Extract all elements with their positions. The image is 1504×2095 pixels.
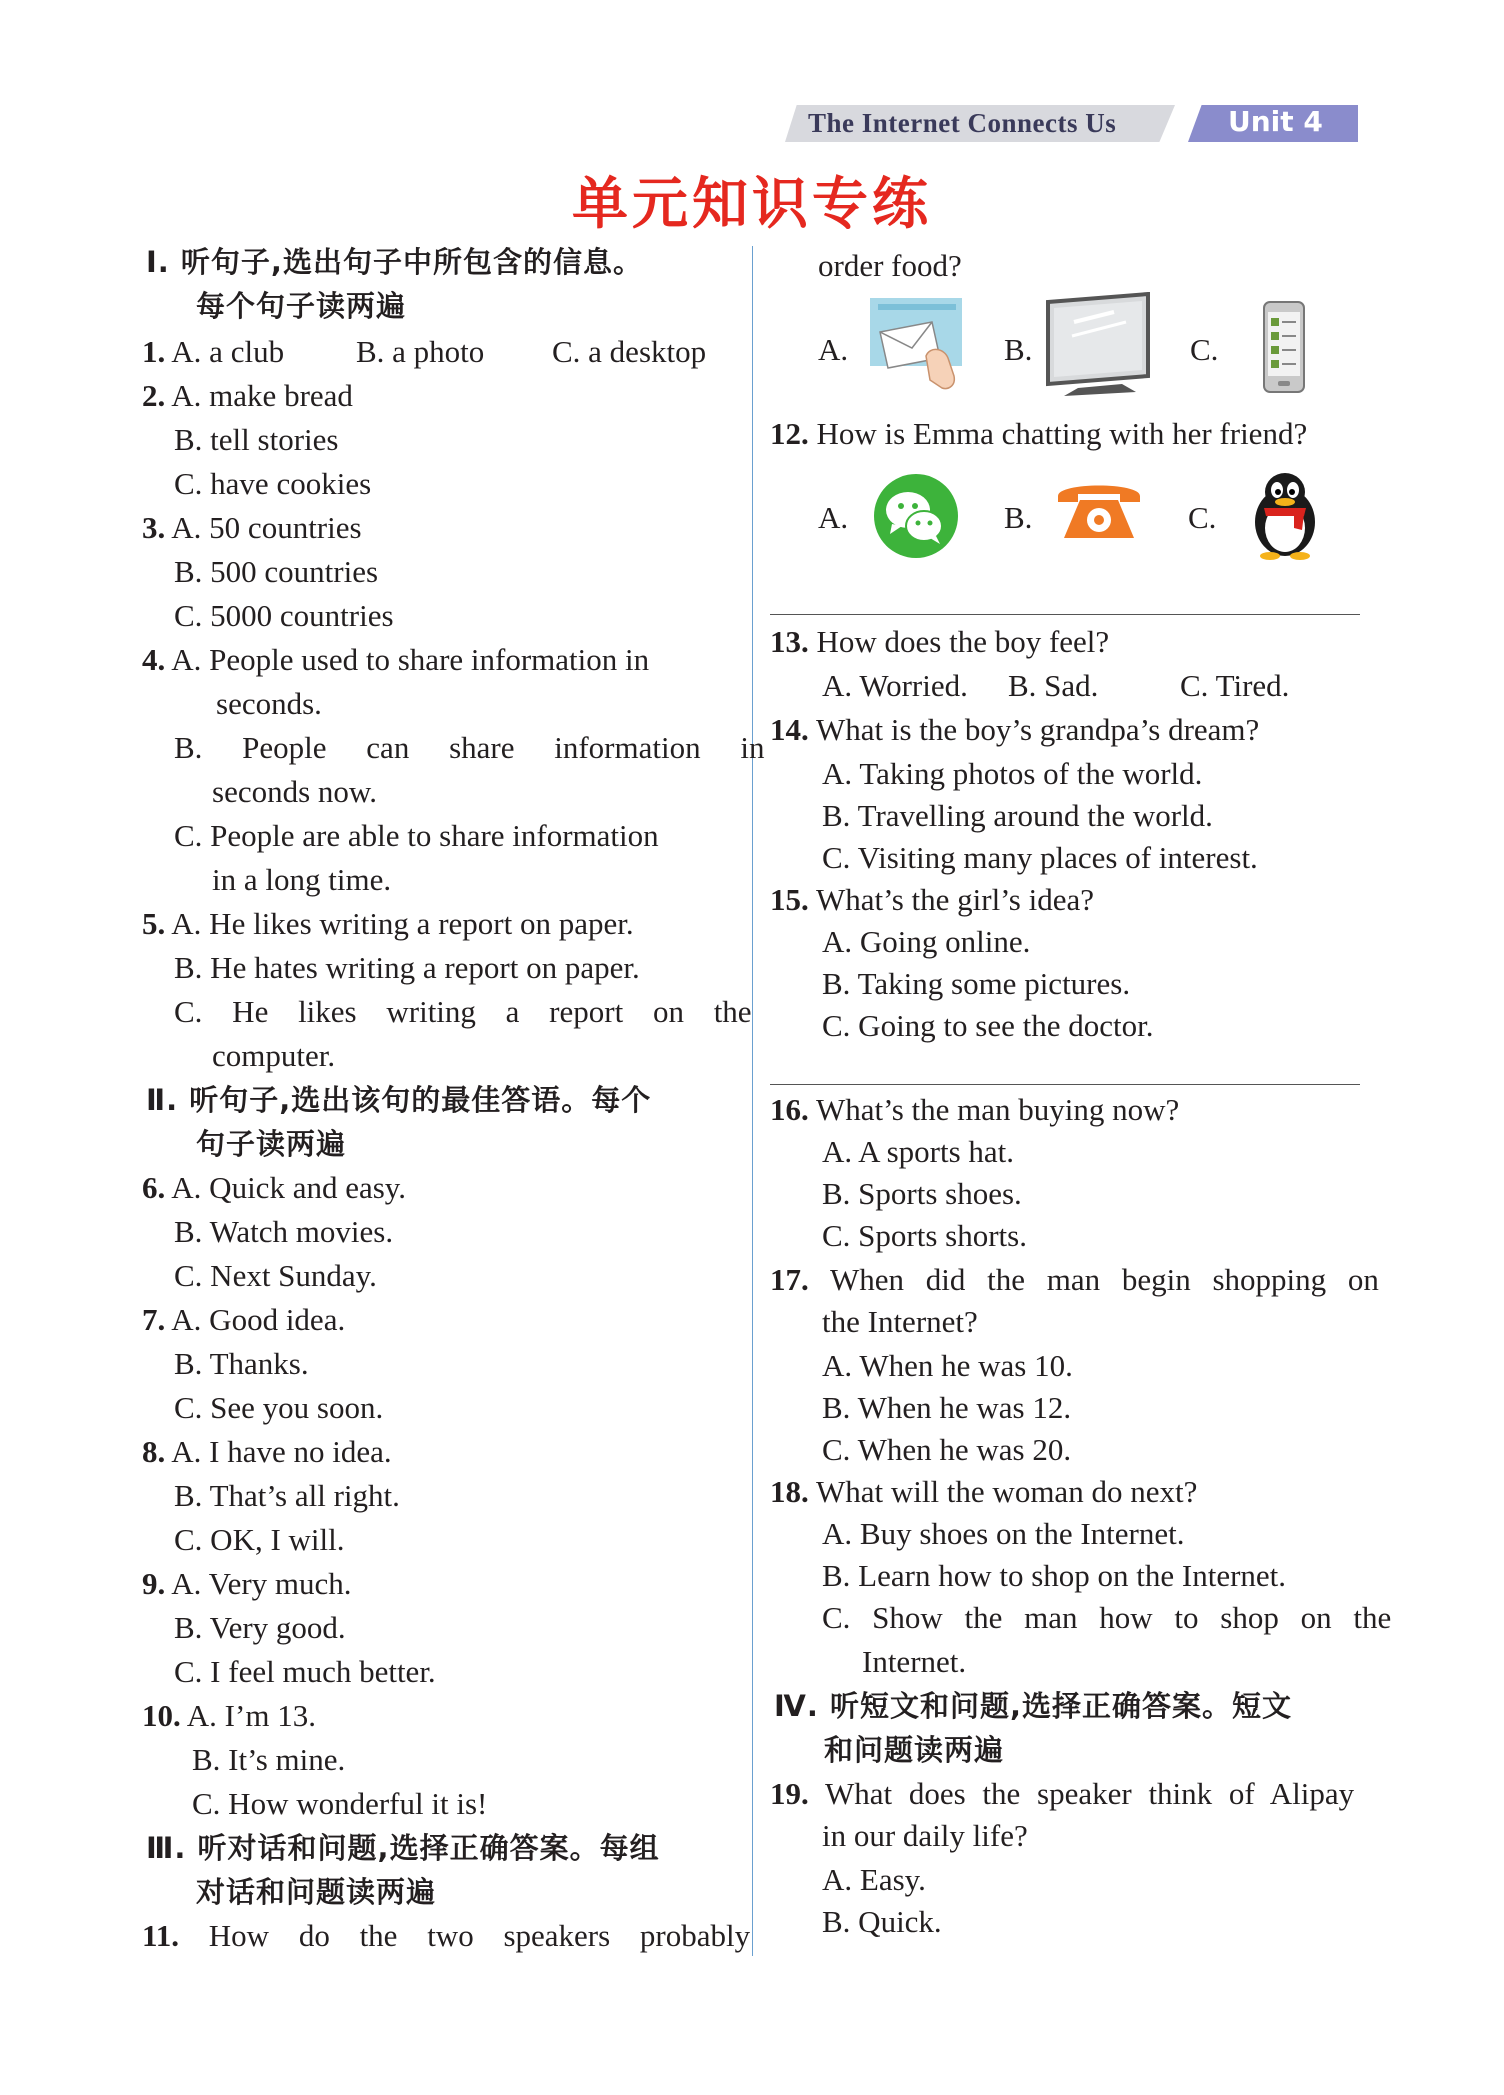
option-b-label: B. [1004,332,1033,367]
option-c: C. OK, I will. [174,1522,345,1557]
section-4-heading [774,1686,1292,1726]
section-4-subtitle: 和问题读两遍 [824,1733,1005,1767]
question-9 [142,1564,352,1604]
option-c: C. I feel much better. [174,1654,436,1689]
question-number: 2. [142,378,166,413]
option-c: C. Next Sunday. [174,1258,377,1293]
question-number: 6. [142,1170,166,1205]
section-3-title: 听对话和问题,选择正确答案。每组 [197,1831,660,1865]
option-b-cont: seconds now. [212,774,378,809]
qq-penguin-icon [1244,470,1326,560]
option-c: C. Tired. [1180,668,1290,703]
option-b: B. It’s mine. [192,1742,346,1777]
option-c: C. 5000 countries [174,598,394,633]
section-2-subtitle: 句子读两遍 [196,1127,347,1161]
option-a: A. People used to share information in [171,642,650,677]
question-number: 12. [770,416,809,451]
question-10 [142,1696,316,1736]
section-3-number: Ⅲ. [146,1831,187,1865]
option-a: A. A sports hat. [822,1134,1015,1169]
option-b: B. Sad. [1008,668,1099,703]
header-unit-label: Unit 4 [1228,105,1323,138]
question-7 [142,1300,345,1340]
question-text-cont: in our daily life? [822,1818,1028,1853]
question-number: 10. [142,1698,181,1733]
option-b: B. Travelling around the world. [822,798,1213,833]
option-a: A. a club [171,334,285,369]
option-b: B. He hates writing a report on paper. [174,950,640,985]
divider-line [770,1084,1360,1085]
option-a: A. When he was 10. [822,1348,1073,1383]
question-number: 17. [770,1262,809,1297]
section-3-subtitle: 对话和问题读两遍 [196,1875,437,1909]
question-number: 8. [142,1434,166,1469]
option-a-cont: seconds. [216,686,322,721]
question-8 [142,1432,392,1472]
section-4-number: Ⅳ. [774,1689,819,1723]
option-a: A. 50 countries [171,510,362,545]
option-a: A. I have no idea. [171,1434,392,1469]
mobile-phone-icon [1262,300,1306,394]
option-b: B. Quick. [822,1904,942,1939]
question-number: 5. [142,906,166,941]
section-4-title: 听短文和问题,选择正确答案。短文 [830,1689,1293,1723]
question-11 [142,1916,750,1956]
question-text: What will the woman do next? [815,1474,1198,1509]
section-1-title: 听句子,选出句子中所包含的信息。 [180,245,643,279]
option-a: A. Going online. [822,924,1031,959]
question-6 [142,1168,406,1208]
section-3-heading [146,1828,660,1868]
option-c: C. Visiting many places of interest. [822,840,1258,875]
question-number: 11. [142,1918,180,1953]
question-text: What’s the girl’s idea? [815,882,1094,917]
section-2-number: Ⅱ. [146,1083,179,1117]
option-b: B. Taking some pictures. [822,966,1131,1001]
divider-line [770,614,1360,615]
section-2-heading [146,1080,651,1120]
option-a: A. He likes writing a report on paper. [171,906,634,941]
option-c: C. People are able to share information [174,818,659,853]
question-number: 18. [770,1474,809,1509]
telephone-icon [1054,476,1144,546]
option-c-cont: computer. [212,1038,336,1073]
question-text: When did the man begin shopping on [829,1262,1379,1297]
question-number: 16. [770,1092,809,1127]
option-a: A. Worried. [822,668,968,703]
option-b: B. When he was 12. [822,1390,1072,1425]
option-c: C. Sports shorts. [822,1218,1027,1253]
option-a: A. Taking photos of the world. [822,756,1203,791]
question-13 [770,622,1109,662]
option-c: C. When he was 20. [822,1432,1072,1467]
section-1-heading [146,242,643,282]
question-number: 15. [770,882,809,917]
question-5 [142,904,634,944]
section-1-subtitle: 每个句子读两遍 [196,289,407,323]
question-text: How is Emma chatting with her friend? [816,416,1308,451]
option-b: B. tell stories [174,422,339,457]
option-c-label: C. [1188,500,1217,535]
option-c-cont: in a long time. [212,862,392,897]
option-a: A. Easy. [822,1862,926,1897]
question-4 [142,640,730,680]
option-a-label: A. [818,500,849,535]
question-number: 13. [770,624,809,659]
option-a-label: A. [818,332,849,367]
option-b: B. That’s all right. [174,1478,400,1513]
option-a: A. Buy shoes on the Internet. [822,1516,1185,1551]
question-text: What is the boy’s grandpa’s dream? [815,712,1260,747]
question-12 [770,414,1307,454]
option-c: C. He likes writing a report on the [174,994,752,1029]
option-b: B. Thanks. [174,1346,309,1381]
option-c: C. See you soon. [174,1390,384,1425]
question-number: 3. [142,510,166,545]
question-number: 14. [770,712,809,747]
option-c: C. have cookies [174,466,372,501]
option-b: B. a photo [356,334,485,369]
question-19 [770,1774,1354,1814]
question-text-cont: the Internet? [822,1304,978,1339]
question-3 [142,508,362,548]
section-2-title: 听句子,选出该句的最佳答语。每个 [189,1083,652,1117]
question-16 [770,1090,1179,1130]
question-number: 9. [142,1566,166,1601]
option-c: C. Going to see the doctor. [822,1008,1154,1043]
question-text: What does the speaker think of Alipay [824,1776,1355,1811]
option-c: C. a desktop [552,334,707,369]
question-18 [770,1472,1197,1512]
option-b: B. Learn how to shop on the Internet. [822,1558,1287,1593]
wechat-icon [872,472,960,560]
option-a: A. make bread [171,378,353,413]
question-2 [142,376,353,416]
section-1-number: Ⅰ. [146,245,170,279]
question-number: 19. [770,1776,809,1811]
question-number: 1. [142,334,166,369]
option-b: B. 500 countries [174,554,379,589]
option-b: B. People can share information in [174,730,765,765]
question-text: How does the boy feel? [816,624,1110,659]
question-11-cont: order food? [818,248,962,283]
column-divider [752,246,753,1956]
option-a: A. I’m 13. [186,1698,316,1733]
option-c: C. How wonderful it is! [192,1786,488,1821]
option-b: B. Sports shoes. [822,1176,1022,1211]
option-c-cont: Internet. [862,1644,967,1679]
option-a: A. Very much. [171,1566,352,1601]
option-a: A. Quick and easy. [171,1170,407,1205]
question-number: 4. [142,642,166,677]
option-c: C. Show the man how to shop on the [822,1600,1392,1635]
option-b: B. Watch movies. [174,1214,394,1249]
question-17 [770,1260,1379,1300]
question-1 [142,332,284,372]
option-c-label: C. [1190,332,1219,367]
question-text: How do the two speakers probably [208,1918,751,1953]
question-14 [770,710,1259,750]
header-accent-bar [1352,105,1358,142]
option-b-label: B. [1004,500,1033,535]
page-title: 单元知识专练 [572,172,932,237]
question-15 [770,880,1094,920]
header-unit-title: The Internet Connects Us [808,108,1117,138]
envelope-mail-icon [868,296,968,392]
option-b: B. Very good. [174,1610,346,1645]
question-text: What’s the man buying now? [815,1092,1180,1127]
option-a: A. Good idea. [171,1302,346,1337]
tv-monitor-icon [1044,292,1154,398]
question-number: 7. [142,1302,166,1337]
